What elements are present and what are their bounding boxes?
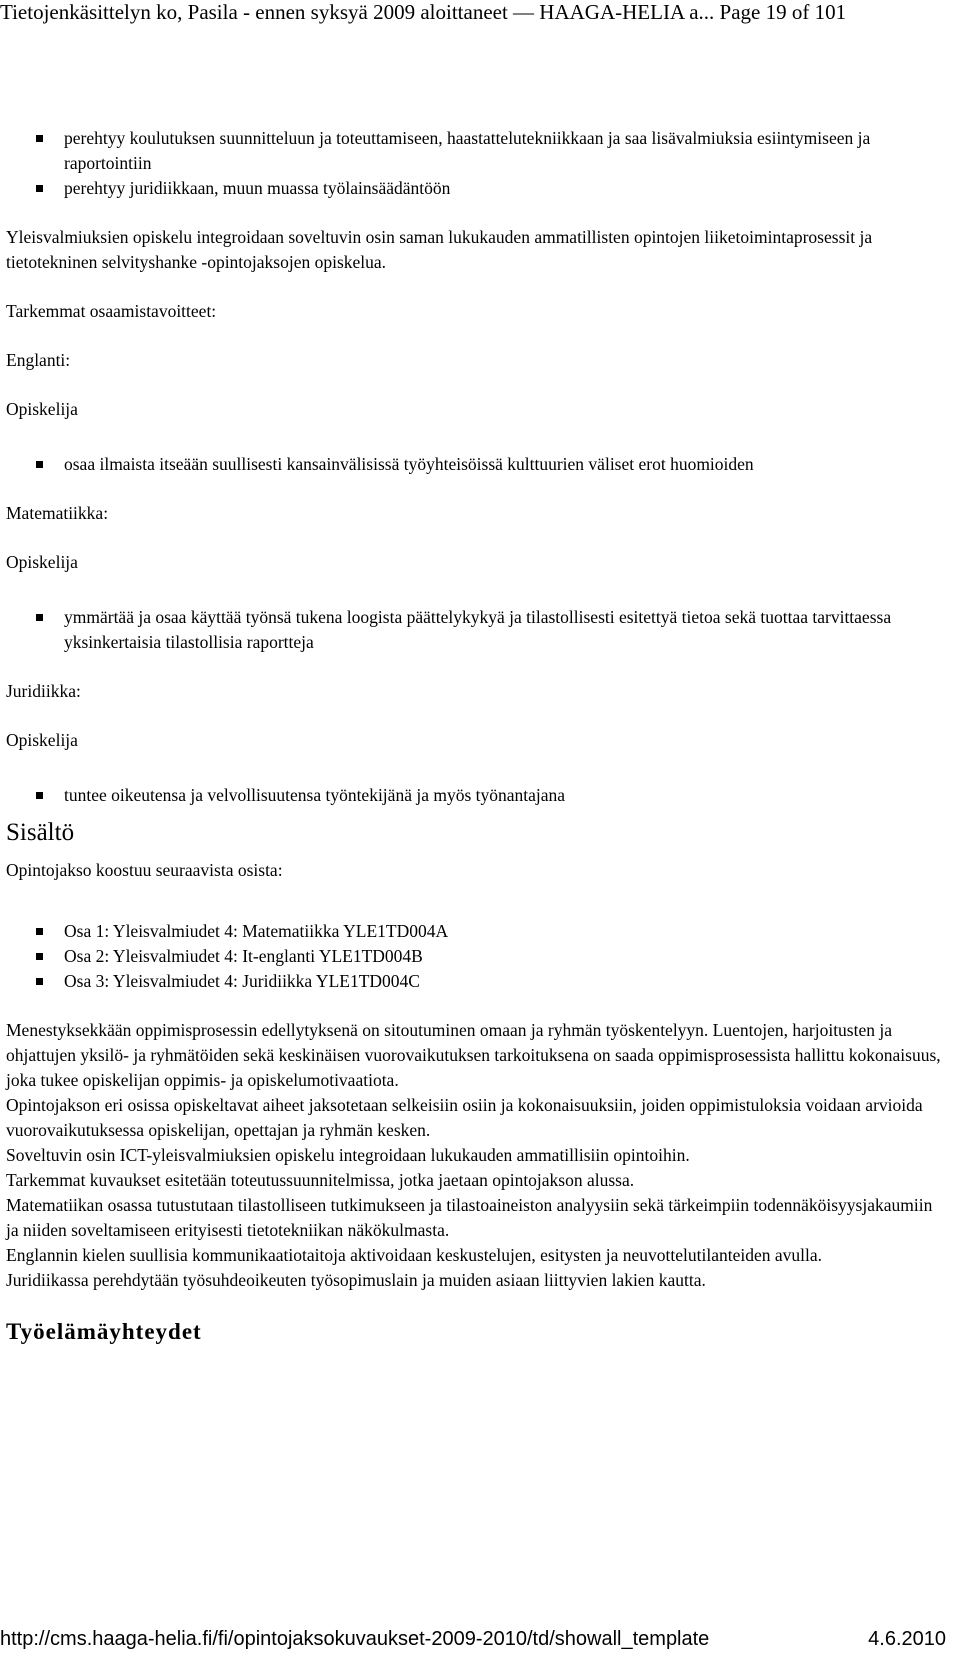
header-title: Tietojenkäsittelyn ko, Pasila - ennen syksyä 2009 aloittaneet — HAAGA-HELIA a...	[0, 0, 715, 24]
body-paragraph: Tarkemmat kuvaukset esitetään toteutussuunnitelmissa, jotka jaetaan opintojakson alussa.	[6, 1170, 635, 1190]
contents-intro: Opintojakso koostuu seuraavista osista:	[6, 860, 283, 880]
intro-paragraph: Yleisvalmiuksien opiskelu integroidaan soveltuvin osin saman lukukauden ammatillisten opintojen liiketoimintaprosessit ja tietotekninen selvityshanke -opintojaksojen opiskelua.	[6, 227, 873, 272]
list-item: Osa 2: Yleisvalmiudet 4: It-englanti YLE1TD004B	[6, 944, 946, 969]
list-item: perehtyy juridiikkaan, muun muassa työlainsäädäntöön	[6, 176, 946, 201]
document-content	[6, 126, 946, 1347]
contents-heading: Sisältö	[6, 819, 75, 846]
bullet-square-icon	[36, 135, 43, 142]
body-paragraph: Juridiikassa perehdytään työsuhdeoikeuten työsopimuslain ja muiden asiaan liittyvien lakien kautta.	[6, 1270, 706, 1290]
header-page-number: Page 19 of 101	[719, 0, 847, 24]
bullet-square-icon	[36, 978, 43, 985]
body-paragraph: Matematiikan osassa tutustutaan tilastolliseen tutkimukseen ja tilastoaineiston analyysiin sekä tärkeimpiin todennäköisyysjakaumiin ja niiden soveltamiseen erityisesti tietotekniikan näkökulmasta.	[6, 1195, 933, 1240]
footer-date: 4.6.2010	[868, 1628, 946, 1650]
body-paragraph: Soveltuvin osin ICT-yleisvalmiuksien opiskelu integroidaan lukukauden ammatillisiin opintoihin.	[6, 1145, 690, 1165]
subject-name-englanti: Englanti:	[6, 350, 71, 370]
subject-role-label: Opiskelija	[6, 399, 78, 419]
list-item: tuntee oikeutensa ja velvollisuutensa työntekijänä ja myös työnantajana	[6, 783, 946, 808]
subject-role-label: Opiskelija	[6, 730, 78, 750]
objectives-heading: Tarkemmat osaamistavoitteet:	[6, 301, 217, 321]
page-footer	[0, 1627, 946, 1651]
juridiikka-bullet-list	[6, 783, 946, 808]
top-bullet-list	[6, 126, 946, 201]
list-item: Osa 3: Yleisvalmiudet 4: Juridiikka YLE1TD004C	[6, 969, 946, 994]
bullet-square-icon	[36, 792, 43, 799]
list-item: ymmärtää ja osaa käyttää työnsä tukena loogista päättelykykyä ja tilastollisesti esitettyä tietoa sekä tuottaa tarvittaessa yksinkertaisia tilastollisia raportteja	[6, 605, 946, 655]
bullet-square-icon	[36, 953, 43, 960]
body-paragraph: Englannin kielen suullisia kommunikaatiotaitoja aktivoidaan keskustelujen, esitysten ja neuvottelutilanteiden avulla.	[6, 1245, 822, 1265]
list-item: osaa ilmaista itseään suullisesti kansainvälisissä työyhteisöissä kulttuurien väliset erot huomioiden	[6, 452, 946, 477]
bullet-square-icon	[36, 614, 43, 621]
englanti-bullet-list	[6, 452, 946, 477]
worklife-heading: Työelämäyhteydet	[6, 1319, 202, 1344]
list-item: Osa 1: Yleisvalmiudet 4: Matematiikka YLE1TD004A	[6, 919, 946, 944]
footer-url: http://cms.haaga-helia.fi/fi/opintojaksokuvaukset-2009-2010/td/showall_template	[0, 1628, 710, 1650]
bullet-square-icon	[36, 185, 43, 192]
page-header	[0, 0, 960, 24]
bullet-square-icon	[36, 461, 43, 468]
bullet-square-icon	[36, 928, 43, 935]
list-item: perehtyy koulutuksen suunnitteluun ja toteuttamiseen, haastattelutekniikkaan ja saa lisävalmiuksia esiintymiseen ja raportointiin	[6, 126, 946, 176]
subject-name-matematiikka: Matematiikka:	[6, 503, 109, 523]
subject-name-juridiikka: Juridiikka:	[6, 681, 81, 701]
matematiikka-bullet-list	[6, 605, 946, 655]
subject-role-label: Opiskelija	[6, 552, 78, 572]
parts-list	[6, 919, 946, 994]
body-paragraph: Menestyksekkään oppimisprosessin edellytyksenä on sitoutuminen omaan ja ryhmän työskentelyyn. Luentojen, harjoitusten ja ohjattujen yksilö- ja ryhmätöiden sekä keskinäisen vuorovaikutuksen tarkoituksena on saada oppimisprosessista hallittu kokonaisuus, joka tukee opiskelijan oppimis- ja opiskelumotivaatiota.	[6, 1020, 941, 1090]
body-paragraph: Opintojakson eri osissa opiskeltavat aiheet jaksotetaan selkeisiin osiin ja kokonaisuuksiin, joiden oppimistuloksia voidaan arvioida vuorovaikutuksessa opiskelijan, opettajan ja ryhmän kesken.	[6, 1095, 923, 1140]
